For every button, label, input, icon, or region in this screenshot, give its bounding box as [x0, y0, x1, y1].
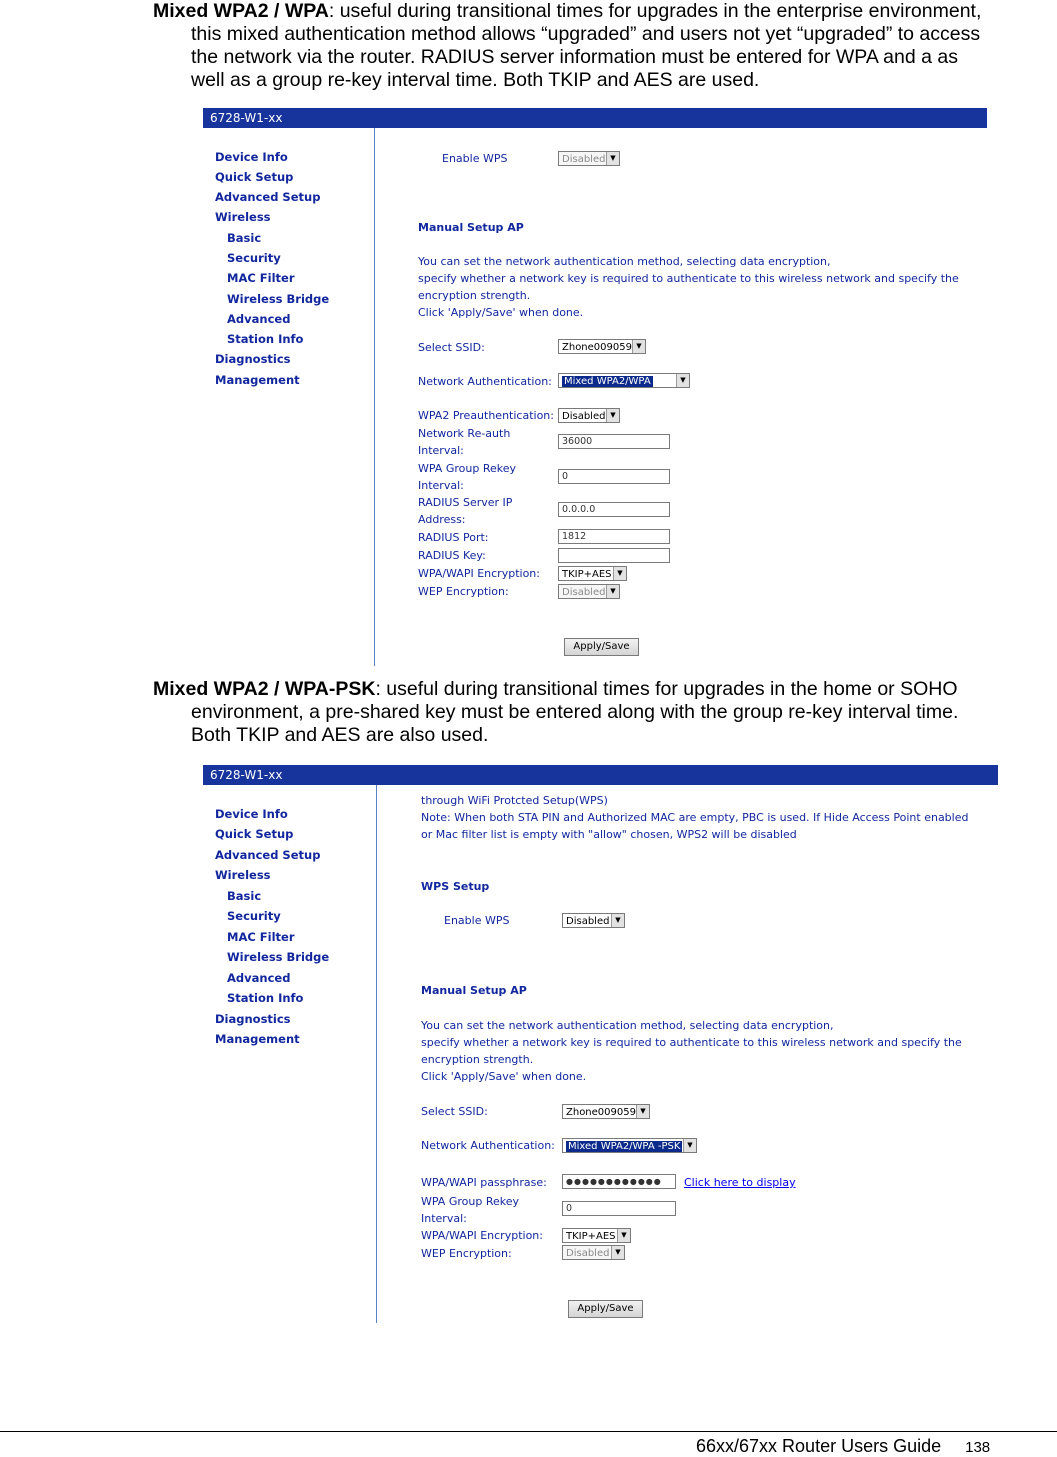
enable-wps-label: Enable WPS — [444, 914, 510, 927]
reauth-label: Network Re-auth Interval: — [418, 427, 511, 457]
paragraph-mixed-wpa2-wpa — [153, 0, 1048, 92]
nav-divider — [374, 128, 375, 666]
nav-diagnostics[interactable]: Diagnostics — [215, 352, 291, 366]
para-line: Mixed WPA2 / WPA: useful during transitional times for upgrades in the enterprise environment, — [153, 0, 982, 22]
ssid-label: Select SSID: — [421, 1105, 488, 1118]
preauth-select[interactable]: Disabled ▼ — [558, 408, 620, 423]
para-line: Mixed WPA2 / WPA-PSK: useful during transitional times for upgrades in the home or SOHO — [153, 678, 958, 700]
chevron-down-icon: ▼ — [611, 1246, 624, 1259]
rekey-label: WPA Group Rekey Interval: — [421, 1195, 519, 1225]
apply-save-button[interactable]: Apply/Save — [568, 1300, 643, 1318]
nav-advanced-setup[interactable]: Advanced Setup — [215, 190, 321, 204]
description-line: Click 'Apply/Save' when done. — [418, 306, 584, 319]
passphrase-label: WPA/WAPI passphrase: — [421, 1176, 547, 1189]
radius-key-label: RADIUS Key: — [418, 549, 486, 562]
nav-basic[interactable]: Basic — [227, 231, 262, 245]
nav-advanced-setup[interactable]: Advanced Setup — [215, 848, 321, 862]
nav-station-info[interactable]: Station Info — [227, 991, 304, 1005]
nav-advanced[interactable]: Advanced — [227, 971, 291, 985]
rekey-label: WPA Group Rekey Interval: — [418, 462, 516, 492]
guide-title: 66xx/67xx Router Users Guide — [696, 1436, 942, 1456]
chevron-down-icon: ▼ — [632, 340, 645, 353]
ssid-select[interactable]: Zhone009059 ▼ — [562, 1104, 650, 1119]
nav-diagnostics[interactable]: Diagnostics — [215, 1012, 291, 1026]
nav-station-info[interactable]: Station Info — [227, 332, 304, 346]
chevron-down-icon: ▼ — [636, 1105, 649, 1118]
auth-label: Network Authentication: — [418, 375, 552, 388]
term-heading: Mixed WPA2 / WPA — [153, 0, 329, 22]
chevron-down-icon: ▼ — [606, 585, 619, 598]
nav-management[interactable]: Management — [215, 1032, 300, 1046]
chevron-down-icon: ▼ — [676, 374, 689, 387]
router-screenshot-mixed-wpa-psk — [203, 765, 998, 1323]
manual-setup-heading: Manual Setup AP — [418, 221, 524, 234]
ssid-select[interactable]: Zhone009059 ▼ — [558, 339, 646, 354]
enable-wps-label: Enable WPS — [442, 152, 508, 165]
nav-wireless-bridge[interactable]: Wireless Bridge — [227, 950, 330, 964]
ssid-label: Select SSID: — [418, 341, 485, 354]
footer-rule — [0, 1431, 1057, 1432]
radius-port-input[interactable]: 1812 — [558, 529, 670, 544]
nav-security[interactable]: Security — [227, 909, 281, 923]
chevron-down-icon: ▼ — [683, 1139, 696, 1152]
radius-key-input[interactable] — [558, 548, 670, 563]
apply-save-button[interactable]: Apply/Save — [564, 638, 639, 656]
manual-setup-heading: Manual Setup AP — [421, 984, 527, 997]
chevron-down-icon: ▼ — [611, 914, 624, 927]
description-line: You can set the network authentication method, selecting data encryption, — [418, 255, 831, 268]
nav-device-info[interactable]: Device Info — [215, 807, 288, 821]
description-line: specify whether a network key is required to authenticate to this wireless network and specify the — [421, 1036, 962, 1049]
encryption-label: WPA/WAPI Encryption: — [418, 567, 540, 580]
chevron-down-icon: ▼ — [606, 409, 619, 422]
para-line: the network via the router. RADIUS server information must be entered for WPA and a as — [191, 46, 958, 68]
show-passphrase-link[interactable]: Click here to display — [684, 1176, 796, 1189]
router-screenshot-mixed-wpa — [203, 108, 987, 666]
description-line: encryption strength. — [421, 1053, 534, 1066]
network-auth-select[interactable]: Mixed WPA2/WPA ▼ — [558, 373, 690, 388]
wps-note-line: or Mac filter list is empty with "allow" chosen, WPS2 will be disabled — [421, 828, 797, 841]
description-line: You can set the network authentication method, selecting data encryption, — [421, 1019, 834, 1032]
preauth-label: WPA2 Preauthentication: — [418, 409, 554, 422]
encryption-select[interactable]: TKIP+AES ▼ — [562, 1228, 631, 1243]
description-line: encryption strength. — [418, 289, 531, 302]
enable-wps-select[interactable]: Disabled ▼ — [562, 913, 625, 928]
enable-wps-select[interactable]: Disabled ▼ — [558, 151, 620, 166]
para-line: Both TKIP and AES are also used. — [191, 724, 489, 746]
para-line: well as a group re-key interval time. Both TKIP and AES are used. — [191, 69, 760, 91]
nav-basic[interactable]: Basic — [227, 889, 262, 903]
wps-setup-heading: WPS Setup — [421, 880, 490, 893]
wps-note-line: through WiFi Protcted Setup(WPS) — [421, 794, 608, 807]
nav-wireless-bridge[interactable]: Wireless Bridge — [227, 292, 330, 306]
nav-mac-filter[interactable]: MAC Filter — [227, 271, 295, 285]
wep-label: WEP Encryption: — [421, 1247, 512, 1260]
para-line: environment, a pre-shared key must be entered along with the group re-key interval time. — [191, 701, 959, 723]
reauth-interval-input[interactable]: 36000 — [558, 434, 670, 449]
paragraph-mixed-wpa2-wpa-psk — [153, 678, 1048, 747]
nav-quick-setup[interactable]: Quick Setup — [215, 827, 294, 841]
window-title: 6728-W1-xx — [203, 108, 987, 128]
nav-security[interactable]: Security — [227, 251, 281, 265]
chevron-down-icon: ▼ — [617, 1229, 630, 1242]
nav-advanced[interactable]: Advanced — [227, 312, 291, 326]
auth-label: Network Authentication: — [421, 1139, 555, 1152]
nav-mac-filter[interactable]: MAC Filter — [227, 930, 295, 944]
radius-port-label: RADIUS Port: — [418, 531, 489, 544]
radius-ip-input[interactable]: 0.0.0.0 — [558, 502, 670, 517]
wep-select[interactable]: Disabled ▼ — [558, 584, 620, 599]
rekey-interval-input[interactable]: 0 — [562, 1201, 676, 1216]
wep-select[interactable]: Disabled ▼ — [562, 1245, 625, 1260]
nav-quick-setup[interactable]: Quick Setup — [215, 170, 294, 184]
page-number: 138 — [965, 1439, 991, 1456]
wps-note-line: Note: When both STA PIN and Authorized MAC are empty, PBC is used. If Hide Access Point enabled — [421, 811, 969, 824]
window-title: 6728-W1-xx — [203, 765, 998, 785]
encryption-select[interactable]: TKIP+AES ▼ — [558, 566, 627, 581]
term-heading: Mixed WPA2 / WPA-PSK — [153, 678, 376, 700]
rekey-interval-input[interactable]: 0 — [558, 469, 670, 484]
nav-wireless[interactable]: Wireless — [215, 868, 271, 882]
passphrase-input[interactable]: ●●●●●●●●●●●● — [562, 1174, 676, 1189]
nav-wireless[interactable]: Wireless — [215, 210, 271, 224]
chevron-down-icon: ▼ — [606, 152, 619, 165]
nav-management[interactable]: Management — [215, 373, 300, 387]
encryption-label: WPA/WAPI Encryption: — [421, 1229, 543, 1242]
nav-divider — [376, 785, 377, 1323]
radius-ip-label: RADIUS Server IP Address: — [418, 496, 513, 526]
network-auth-select[interactable]: Mixed WPA2/WPA -PSK ▼ — [562, 1138, 697, 1153]
chevron-down-icon: ▼ — [613, 567, 626, 580]
wep-label: WEP Encryption: — [418, 585, 509, 598]
para-line: this mixed authentication method allows “upgraded” and users not yet “upgraded” to access — [191, 23, 981, 45]
nav-device-info[interactable]: Device Info — [215, 150, 288, 164]
description-line: specify whether a network key is required to authenticate to this wireless network and specify the — [418, 272, 959, 285]
description-line: Click 'Apply/Save' when done. — [421, 1070, 587, 1083]
